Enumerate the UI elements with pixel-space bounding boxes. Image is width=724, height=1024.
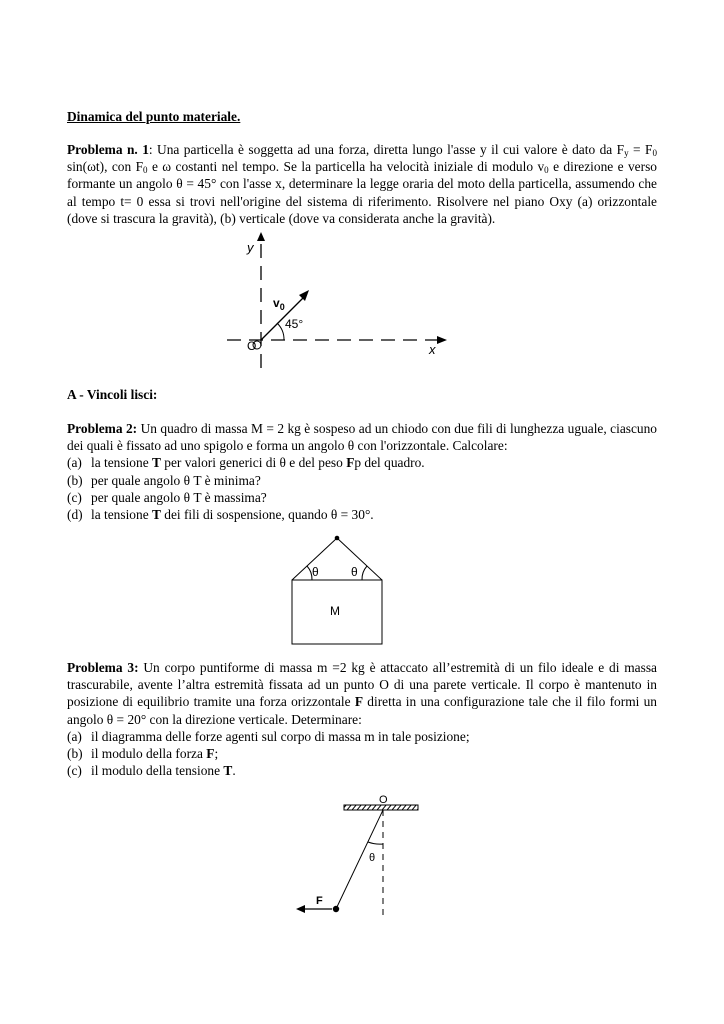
problem-3-block: Problema 3: Un corpo puntiforme di massa m =2 kg è attaccato all’estremità di un filo ideale e di massa trascurabile, avente l’altra estremità fissata ad un punto O di una parete verticale. Il corpo è mantenuto in posizione di equilibrio tramite una forza orizzontale F diretta in una configurazione tale che il filo formi un angolo θ = 20° con la direzione verticale. Determinare: (a) il diagramma delle forze agenti sul corpo di massa m in tale posizione; (b) il modulo della forza F; (c) il modulo della tensione T. (67, 660, 657, 779)
right-wire (337, 538, 382, 580)
y-axis-arrow (257, 232, 265, 241)
wire (336, 810, 383, 909)
problem-3-label: Problema 3: (67, 660, 139, 675)
point-o-label: O (379, 794, 388, 806)
x-axis-arrow (437, 336, 447, 344)
mass-point (333, 906, 339, 912)
figure-pendulum (292, 792, 422, 922)
vector-label: $v_0$ (273, 296, 285, 312)
angle-right-label: θ (351, 565, 358, 579)
velocity-arrowhead (299, 290, 309, 301)
force-arrowhead (296, 905, 305, 913)
right-angle-arc (362, 566, 367, 580)
nail (335, 536, 340, 541)
list-item: (b) il modulo della forza F; (67, 746, 219, 762)
document-title: Dinamica del punto materiale. (67, 109, 241, 124)
angle-label: θ (369, 852, 376, 864)
y-label: y (247, 240, 254, 255)
force-label: F (316, 895, 323, 907)
list-item: (a) la tensione T per valori generici di θ e del peso Fp del quadro. (67, 455, 425, 471)
problem-2-text: Un quadro di massa M = 2 kg è sospeso ad un chiodo con due fili di lunghezza uguale, ciascuno dei quali è fissato ad uno spigolo e forma un angolo θ con l'orizzontale. Calcolare: (67, 421, 658, 454)
list-item: (c) per quale angolo θ T è massima? (67, 489, 267, 505)
list-item: (b) per quale angolo θ T è minima? (67, 472, 261, 488)
angle-label: 45° (285, 317, 304, 331)
list-item: (d) la tensione T dei fili di sospensione, quando θ = 30°. (67, 507, 374, 523)
section-heading: A - Vincoli lisci: (67, 387, 158, 402)
figure-velocity-axes (225, 232, 455, 372)
problem-1-text: Problema n. 1: Una particella è soggetta ad una forza, diretta lungo l'asse y il cui valore è dato da $F_y = F_0$ sin(ωt), con $F_0$ e ω costanti nel tempo. Se la particella ha velocità iniziale di modulo $v_0$ e direzione e verso formante un angolo θ = 45° con l'asse x, determinare la legge oraria del moto della particella, assumendo che al tempo t= 0 essa si trovi nell'origine del sistema di riferimento. Risolvere nel piano Oxy (a) orizzontale (dove si trascura la gravità), (b) verticale (dove va considerata anche la gravità). (67, 142, 657, 226)
problem-1-label: Problema n. 1 (67, 142, 149, 157)
angle-left-label: θ (312, 565, 319, 579)
angle-arc (368, 842, 383, 844)
problem-2-label: Problema 2: (67, 421, 138, 436)
list-item: (c) il modulo della tensione T. (67, 763, 236, 779)
origin-label: O (247, 339, 257, 353)
problem-2-block (67, 420, 657, 523)
x-label: x (429, 342, 436, 357)
figure-hanging-picture (285, 534, 389, 648)
mass-label: M (330, 604, 340, 618)
angle-arc (277, 323, 284, 340)
list-item: (a) il diagramma delle forze agenti sul corpo di massa m in tale posizione; (67, 728, 470, 744)
